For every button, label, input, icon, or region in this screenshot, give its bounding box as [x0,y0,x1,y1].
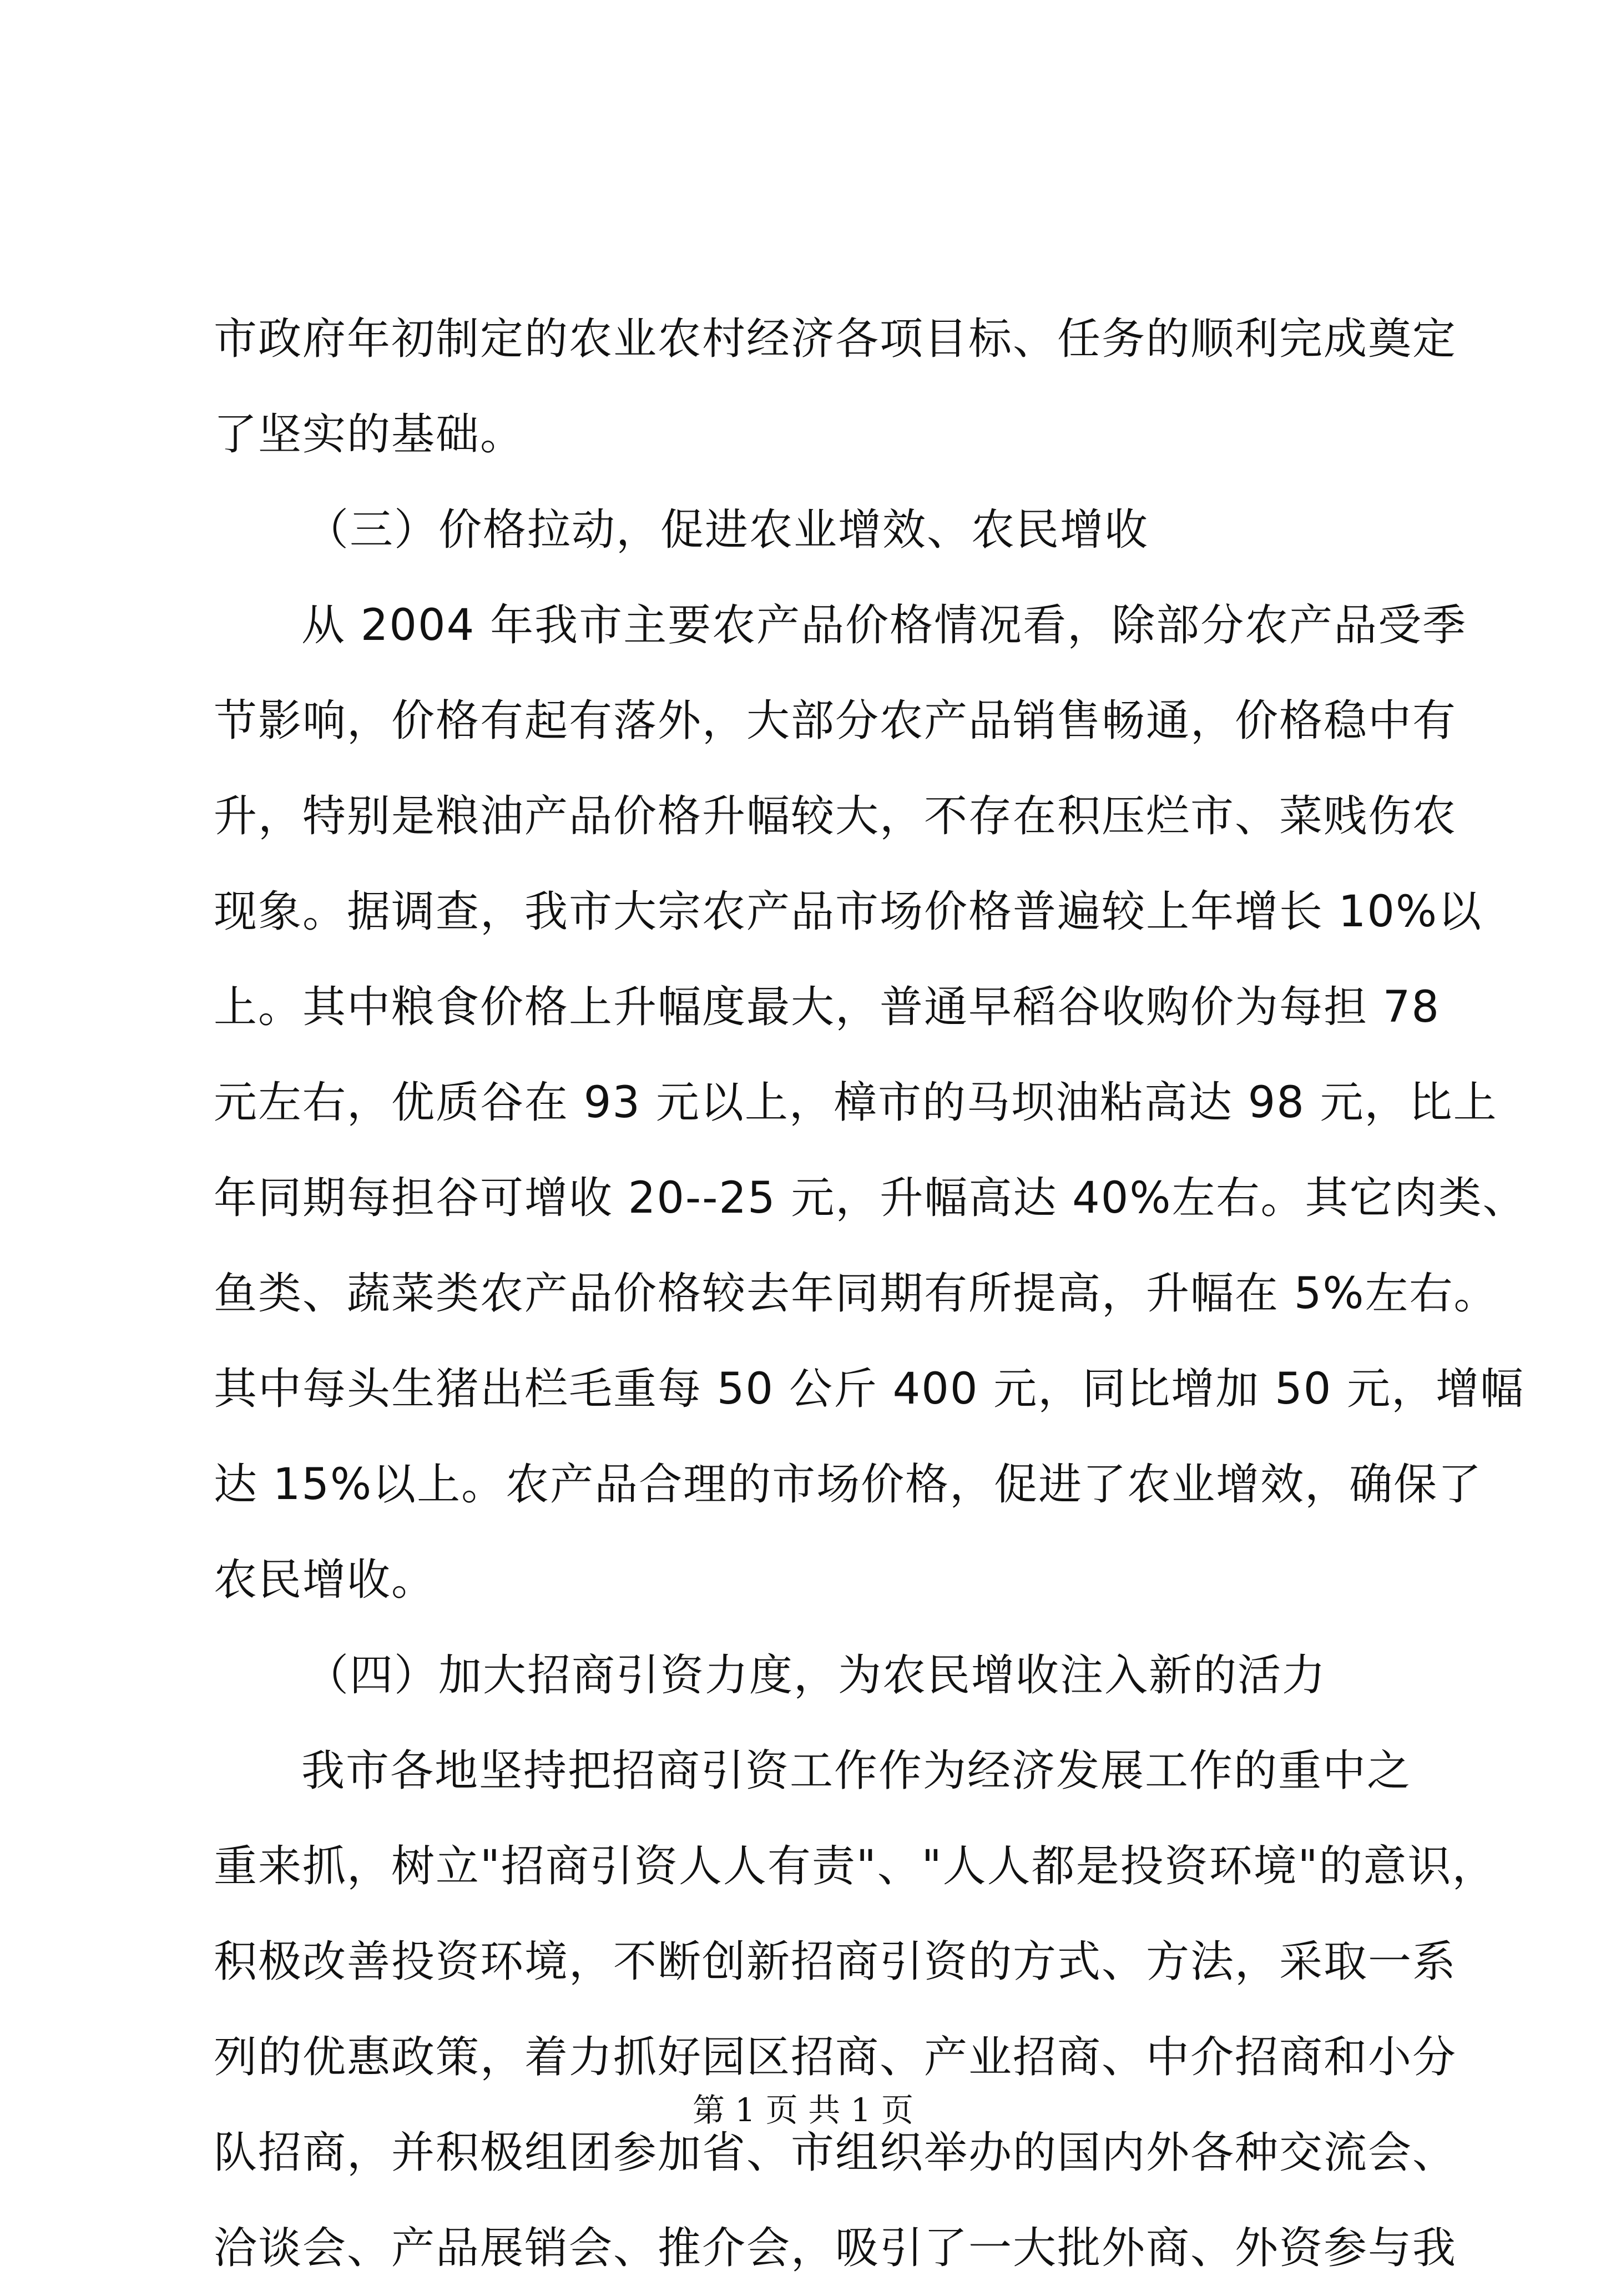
text-line: 达 15%以上。农产品合理的市场价格，促进了农业增效，确保了 [214,1460,1483,1510]
text-line: 现象。据调查，我市大宗农产品市场价格普遍较上年增长 10%以 [214,887,1483,937]
text-line: 列的优惠政策，着力抓好园区招商、产业招商、中介招商和小分 [214,2032,1457,2082]
text-line: 节影响，价格有起有落外，大部分农产品销售畅通，价格稳中有 [214,696,1457,746]
text-line: 市政府年初制定的农业农村经济各项目标、任务的顺利完成奠定 [214,314,1457,364]
text-line: 上。其中粮食价格上升幅度最大，普通早稻谷收购价为每担 78 [214,982,1441,1032]
text-line: 重来抓，树立"招商引资人人有责"、"人人都是投资环境"的意识， [214,1841,1497,1891]
text-line: 农民增收。 [214,1555,436,1605]
page-footer: 第 1 页 共 1 页 [693,2091,913,2129]
text-line: 元左右，优质谷在 93 元以上，樟市的马坝油粘高达 98 元，比上 [214,1078,1498,1128]
text-line: 升，特别是粮油产品价格升幅较大，不存在积压烂市、菜贱伤农 [214,791,1457,841]
text-line: 其中每头生猪出栏毛重每 50 公斤 400 元，同比增加 50 元，增幅 [214,1364,1525,1414]
text-line: 洽谈会、产品展销会、推介会，吸引了一大批外商、外资参与我 [214,2223,1457,2273]
section-heading: （四）加大招商引资力度，为农民增收注入新的活力 [305,1651,1327,1700]
text-line: 我市各地坚持把招商引资工作作为经济发展工作的重中之 [301,1746,1412,1796]
text-line: 积极改善投资环境，不断创新招商引资的方式、方法，采取一系 [214,1937,1457,1987]
text-line: 从 2004 年我市主要农产品价格情况看，除部分农产品受季 [301,601,1467,650]
text-line: 了坚实的基础。 [214,410,525,460]
text-line: 队招商，并积极组团参加省、市组织举办的国内外各种交流会、 [214,2128,1457,2178]
text-line: 年同期每担谷可增收 20--25 元，升幅高达 40%左右。其它肉类、 [214,1173,1527,1223]
section-heading: （三）价格拉动，促进农业增效、农民增收 [305,505,1149,555]
text-line: 鱼类、蔬菜类农产品价格较去年同期有所提高，升幅在 5%左右。 [214,1269,1498,1319]
document-body [214,291,1527,2296]
